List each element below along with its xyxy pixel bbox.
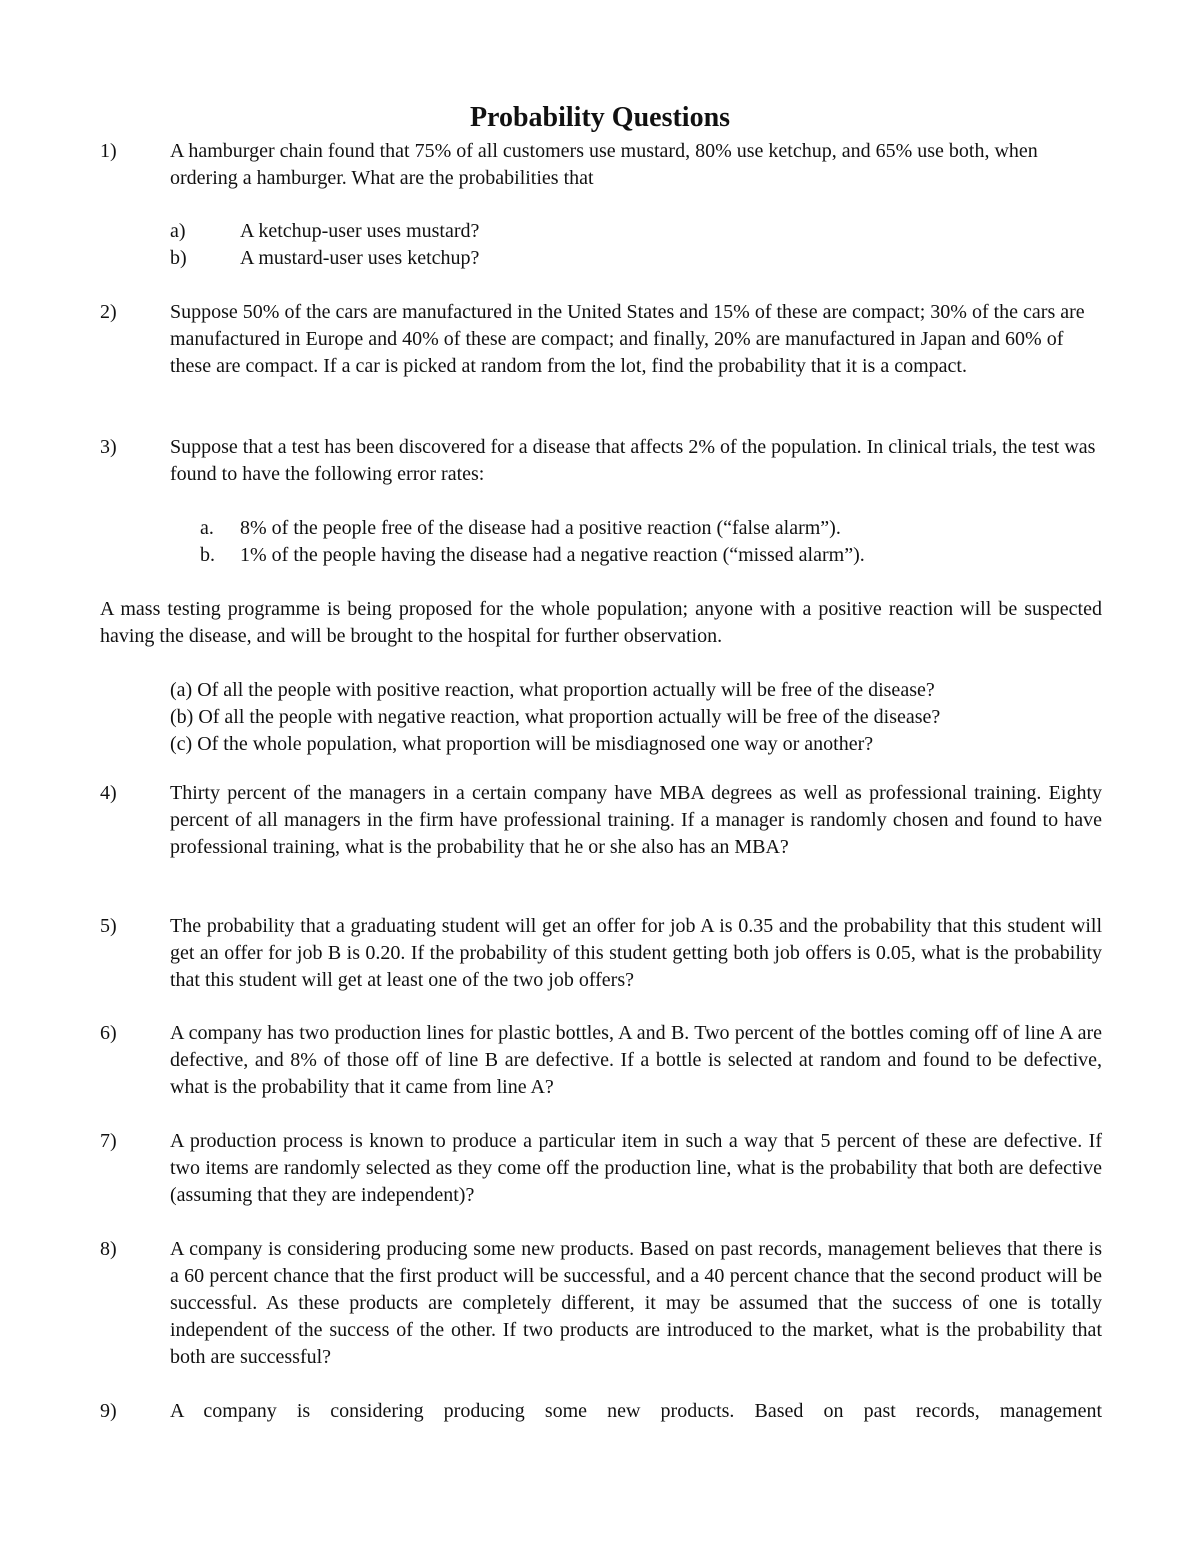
part-label: b. (200, 544, 215, 566)
question-number: 5) (100, 915, 117, 937)
page-title: Probability Questions (469, 102, 731, 133)
question-1-part-b (170, 245, 1100, 272)
question-number: 1) (100, 140, 117, 162)
question-text: Suppose that a test has been discovered for a disease that affects 2% of the population. In clinical trials, the test was found to have the following error rates: (170, 436, 1096, 485)
question-text: Suppose 50% of the cars are manufactured in the United States and 15% of these are compact; 30% of the cars are manufactured in Europe and 40% of these are compact; and finally, 20% are manufactured in Japan and 60% of these are compact. If a car is picked at random from the lot, find the probability that it is a compact. (170, 301, 1085, 377)
question-text: A production process is known to produce a particular item in such a way that 5 percent of these are defective. If two items are randomly selected as they come off the production line, what is the probability that both are defective (assuming that they are independent)? (170, 1130, 1102, 1206)
question-text: A company is considering producing some new products. Based on past records, management believes that there is a 60 percent chance that the first product will be successful, and a 40 percent chance that the second product will be successful. As these products are completely different, it may be assumed that the success of one is totally independent of the success of the other. If two products are introduced to the market, what is the probability that both are successful? (170, 1238, 1102, 1368)
question-3-part-a (200, 515, 1100, 542)
question-3 (100, 434, 1102, 488)
question-3-subquestions (170, 677, 1100, 758)
question-number: 2) (100, 301, 117, 323)
question-text: A company is considering producing some new products. Based on past records, management (170, 1400, 1102, 1422)
question-text: A hamburger chain found that 75% of all customers use mustard, 80% use ketchup, and 65% use both, when ordering a hamburger. What are the probabilities that (170, 140, 1038, 189)
subquestion-b: (b) Of all the people with negative reaction, what proportion actually will be free of the disease? (170, 706, 941, 728)
question-number: 7) (100, 1130, 117, 1152)
question-3-paragraph: A mass testing programme is being proposed for the whole population; anyone with a positive reaction will be suspected having the disease, and will be brought to the hospital for further observation. (100, 598, 1102, 647)
part-label: a) (170, 220, 186, 242)
question-7 (100, 1128, 1102, 1209)
question-1 (100, 138, 1102, 192)
question-5 (100, 913, 1102, 994)
question-2 (100, 299, 1102, 380)
question-number: 8) (100, 1238, 117, 1260)
question-number: 3) (100, 436, 117, 458)
question-text: The probability that a graduating student will get an offer for job A is 0.35 and the probability that this student will get an offer for job B is 0.20. If the probability of this student getting both job offers is 0.05, what is the probability that this student will get at least one of the two job offers? (170, 915, 1102, 991)
question-number: 4) (100, 782, 117, 804)
question-9 (100, 1398, 1102, 1425)
question-number: 9) (100, 1400, 117, 1422)
subquestion-c: (c) Of the whole population, what proportion will be misdiagnosed one way or another? (170, 733, 874, 755)
question-text: A company has two production lines for plastic bottles, A and B. Two percent of the bottles coming off of line A are defective, and 8% of those off of line B are defective. If a bottle is selected at random and found to be defective, what is the probability that it came from line A? (170, 1022, 1102, 1098)
question-8 (100, 1236, 1102, 1371)
part-label: b) (170, 247, 187, 269)
question-number: 6) (100, 1022, 117, 1044)
question-1-part-a (170, 218, 1100, 245)
part-text: 1% of the people having the disease had a negative reaction (“missed alarm”). (240, 544, 865, 566)
question-3-part-b (200, 542, 1100, 569)
subquestion-a: (a) Of all the people with positive reaction, what proportion actually will be free of the disease? (170, 679, 935, 701)
part-text: A ketchup-user uses mustard? (240, 220, 480, 242)
part-text: 8% of the people free of the disease had a positive reaction (“false alarm”). (240, 517, 841, 539)
part-text: A mustard-user uses ketchup? (240, 247, 480, 269)
question-6 (100, 1020, 1102, 1101)
question-text: Thirty percent of the managers in a certain company have MBA degrees as well as professional training. Eighty percent of all managers in the firm have professional training. If a manager is randomly chosen and found to have professional training, what is the probability that he or she also has an MBA? (170, 782, 1102, 858)
part-label: a. (200, 517, 214, 539)
question-4 (100, 780, 1102, 861)
